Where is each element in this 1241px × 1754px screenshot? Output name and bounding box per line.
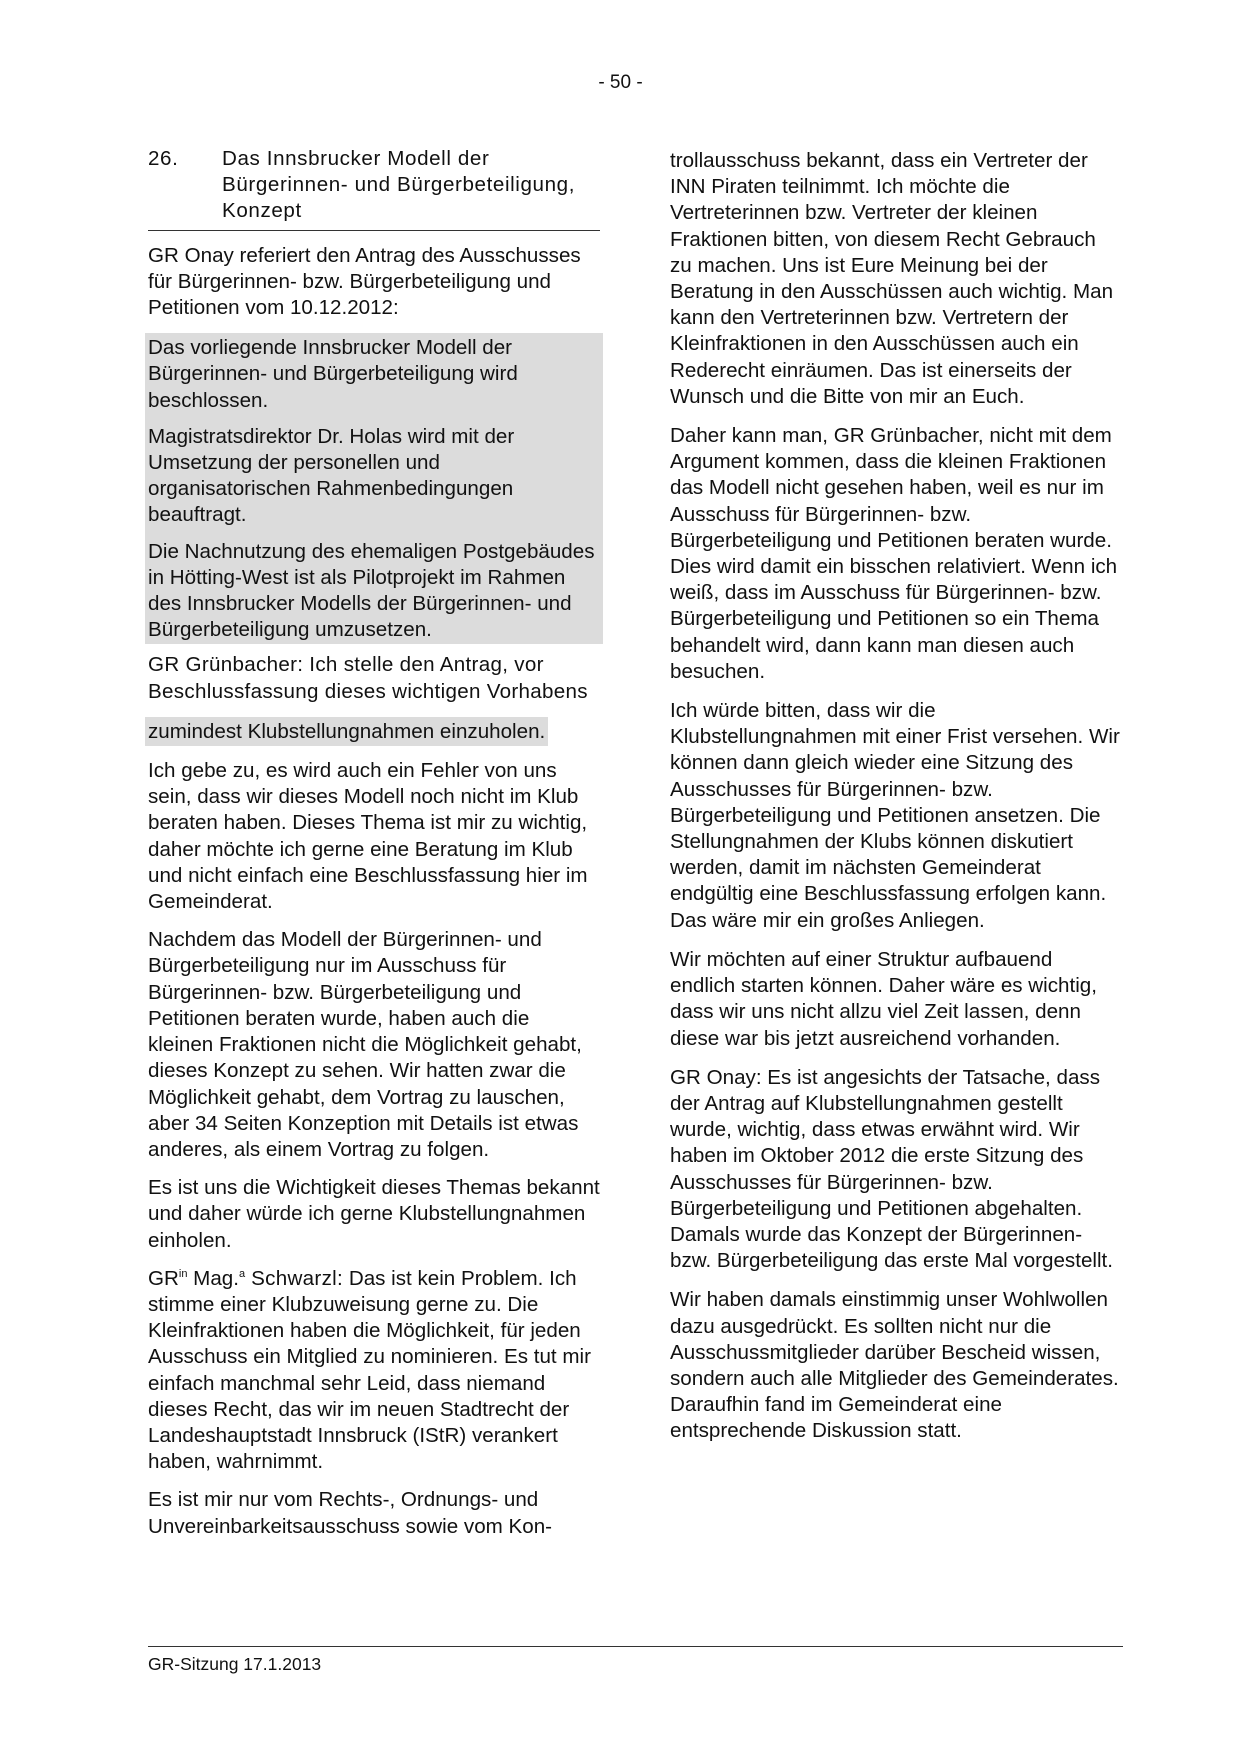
- motion-paragraph: Das vorliegende Innsbrucker Modell der Bürgerinnen- und Bürgerbeteiligung wird beschlossen.: [148, 336, 518, 412]
- motion-paragraph: Die Nachnutzung des ehemaligen Postgebäudes in Hötting-West ist als Pilotprojekt im Rahmen des Innsbrucker Modells der Bürgerinnen- und Bürgerbeteiligung umzusetzen.: [148, 539, 595, 642]
- agenda-number: 26.: [148, 147, 179, 170]
- speaker-title: Mag.: [187, 1266, 239, 1290]
- schwarzl-text: Das ist kein Problem. Ich stimme einer Klubzuweisung gerne zu. Die Kleinfraktionen haben die Möglichkeit, für jeden Ausschuss ein Mitglied zu nominieren. Es tut mir einfach manchmal sehr Leid, dass niemand dieses Recht, das wir im neuen Stadtrecht der Landeshauptstadt Innsbruck (IStR) verankert haben, wahrnimmt.: [148, 1266, 591, 1474]
- speaker-name: Schwarzl:: [245, 1266, 344, 1290]
- right-paragraph: trollausschuss bekannt, dass ein Vertreter der INN Piraten teilnimmt. Ich möchte die Vertreterinnen bzw. Vertreter der kleinen Fraktionen bitten, von diesem Recht Gebrauch zu machen. Uns ist Eure Meinung bei der Beratung in den Ausschüssen auch wichtig. Man kann den Vertreterinnen bzw. Vertretern der Kleinfraktionen in den Ausschüssen auch ein Rederecht einräumen. Das ist einerseits der Wunsch und die Bitte von mir an Euch.: [670, 149, 1114, 408]
- left-paragraph: Ich gebe zu, es wird auch ein Fehler von uns sein, dass wir dieses Modell noch nicht im Klub beraten haben. Dieses Thema ist mir zu wichtig, daher möchte ich gerne eine Beratung im Klub und nicht einfach eine Beschlussfassung hier im Gemeinderat.: [148, 759, 588, 914]
- footer-divider: [148, 1646, 1123, 1647]
- right-paragraph: Wir möchten auf einer Struktur aufbauend endlich starten können. Daher wäre es wichtig, dass wir uns nicht allzu viel Zeit lassen, denn diese war bis jetzt ausreichend vorhanden.: [670, 947, 1097, 1050]
- left-column: [148, 146, 600, 1552]
- gruenbacher-highlight: zumindest Klubstellungnahmen einzuholen.: [145, 717, 548, 746]
- agenda-title: Das Innsbrucker Modell der Bürgerinnen- und Bürgerbeteiligung, Konzept: [222, 147, 576, 223]
- right-paragraph: Ich würde bitten, dass wir die Klubstellungnahmen mit einer Frist versehen. Wir können dann gleich wieder eine Sitzung des Ausschusses für Bürgerinnen- bzw. Bürgerbeteiligung und Petitionen ansetzen. Die Stellungnahmen der Klubs können diskutiert werden, damit im nächsten Gemeinderat endgültig eine Beschlussfassung erfolgen kann. Das wäre mir ein großes Anliegen.: [670, 699, 1120, 932]
- motion-paragraph: Magistratsdirektor Dr. Holas wird mit der Umsetzung der personellen und organisatorischen Rahmenbedingungen beauftragt.: [148, 424, 515, 527]
- right-paragraph: GR Onay: Es ist angesichts der Tatsache, dass der Antrag auf Klubstellungnahmen gestellt wurde, wichtig, dass etwas erwähnt wird. Wir haben im Oktober 2012 die erste Sitzung des Ausschusses für Bürgerinnen- bzw. Bürgerbeteiligung und Petitionen abgehalten. Damals wurde das Konzept der Bürgerinnen- bzw. Bürgerbeteiligung das erste Mal vorgestellt.: [670, 1065, 1113, 1273]
- left-paragraph: Es ist mir nur vom Rechts-, Ordnungs- und Unvereinbarkeitsausschuss sowie vom Kon-: [148, 1488, 553, 1538]
- footer-session-label: GR-Sitzung 17.1.2013: [148, 1654, 322, 1674]
- speaker-superscript: in: [178, 1267, 188, 1280]
- schwarzl-paragraph: [148, 1266, 600, 1476]
- left-paragraph: Es ist uns die Wichtigkeit dieses Themas bekannt und daher würde ich gerne Klubstellungnahmen einholen.: [148, 1176, 600, 1252]
- right-column: [670, 148, 1122, 1458]
- agenda-heading: [148, 146, 600, 231]
- motion-text-block: [145, 333, 603, 644]
- left-paragraph: Nachdem das Modell der Bürgerinnen- und Bürgerbeteiligung nur im Ausschuss für Bürgerinnen- bzw. Bürgerbeteiligung und Petitionen beraten wurde, haben auch die kleinen Fraktionen nicht die Möglichkeit gehabt, dieses Konzept zu sehen. Wir hatten zwar die Möglichkeit gehabt, dem Vortrag zu lauschen, aber 34 Seiten Konzeption mit Details ist etwas anderes, als einem Vortrag zu folgen.: [148, 928, 582, 1161]
- page-number: - 50 -: [598, 72, 643, 93]
- speaker-prefix: GR: [148, 1266, 179, 1290]
- right-paragraph: Wir haben damals einstimmig unser Wohlwollen dazu ausgedrückt. Es sollten nicht nur die Ausschussmitglieder darüber Bescheid wissen, sondern auch alle Mitglieder des Gemeinderates. Daraufhin fand im Gemeinderat eine entsprechende Diskussion statt.: [670, 1288, 1119, 1443]
- speaker-superscript: a: [238, 1267, 246, 1280]
- gruenbacher-paragraph: GR Grünbacher: Ich stelle den Antrag, vor Beschlussfassung dieses wichtigen Vorhabens: [148, 653, 588, 703]
- right-paragraph: Daher kann man, GR Grünbacher, nicht mit dem Argument kommen, dass die kleinen Fraktionen das Modell nicht gesehen haben, weil es nur im Ausschuss für Bürgerinnen- bzw. Bürgerbeteiligung und Petitionen beraten wurde. Dies wird damit ein bisschen relativiert. Wenn ich weiß, dass im Ausschuss für Bürgerinnen- bzw. Bürgerbeteiligung und Petitionen so ein Thema behandelt wird, dann kann man diesen auch besuchen.: [670, 424, 1118, 683]
- intro-paragraph: GR Onay referiert den Antrag des Ausschusses für Bürgerinnen- bzw. Bürgerbeteiligung und Petitionen vom 10.12.2012:: [148, 243, 581, 320]
